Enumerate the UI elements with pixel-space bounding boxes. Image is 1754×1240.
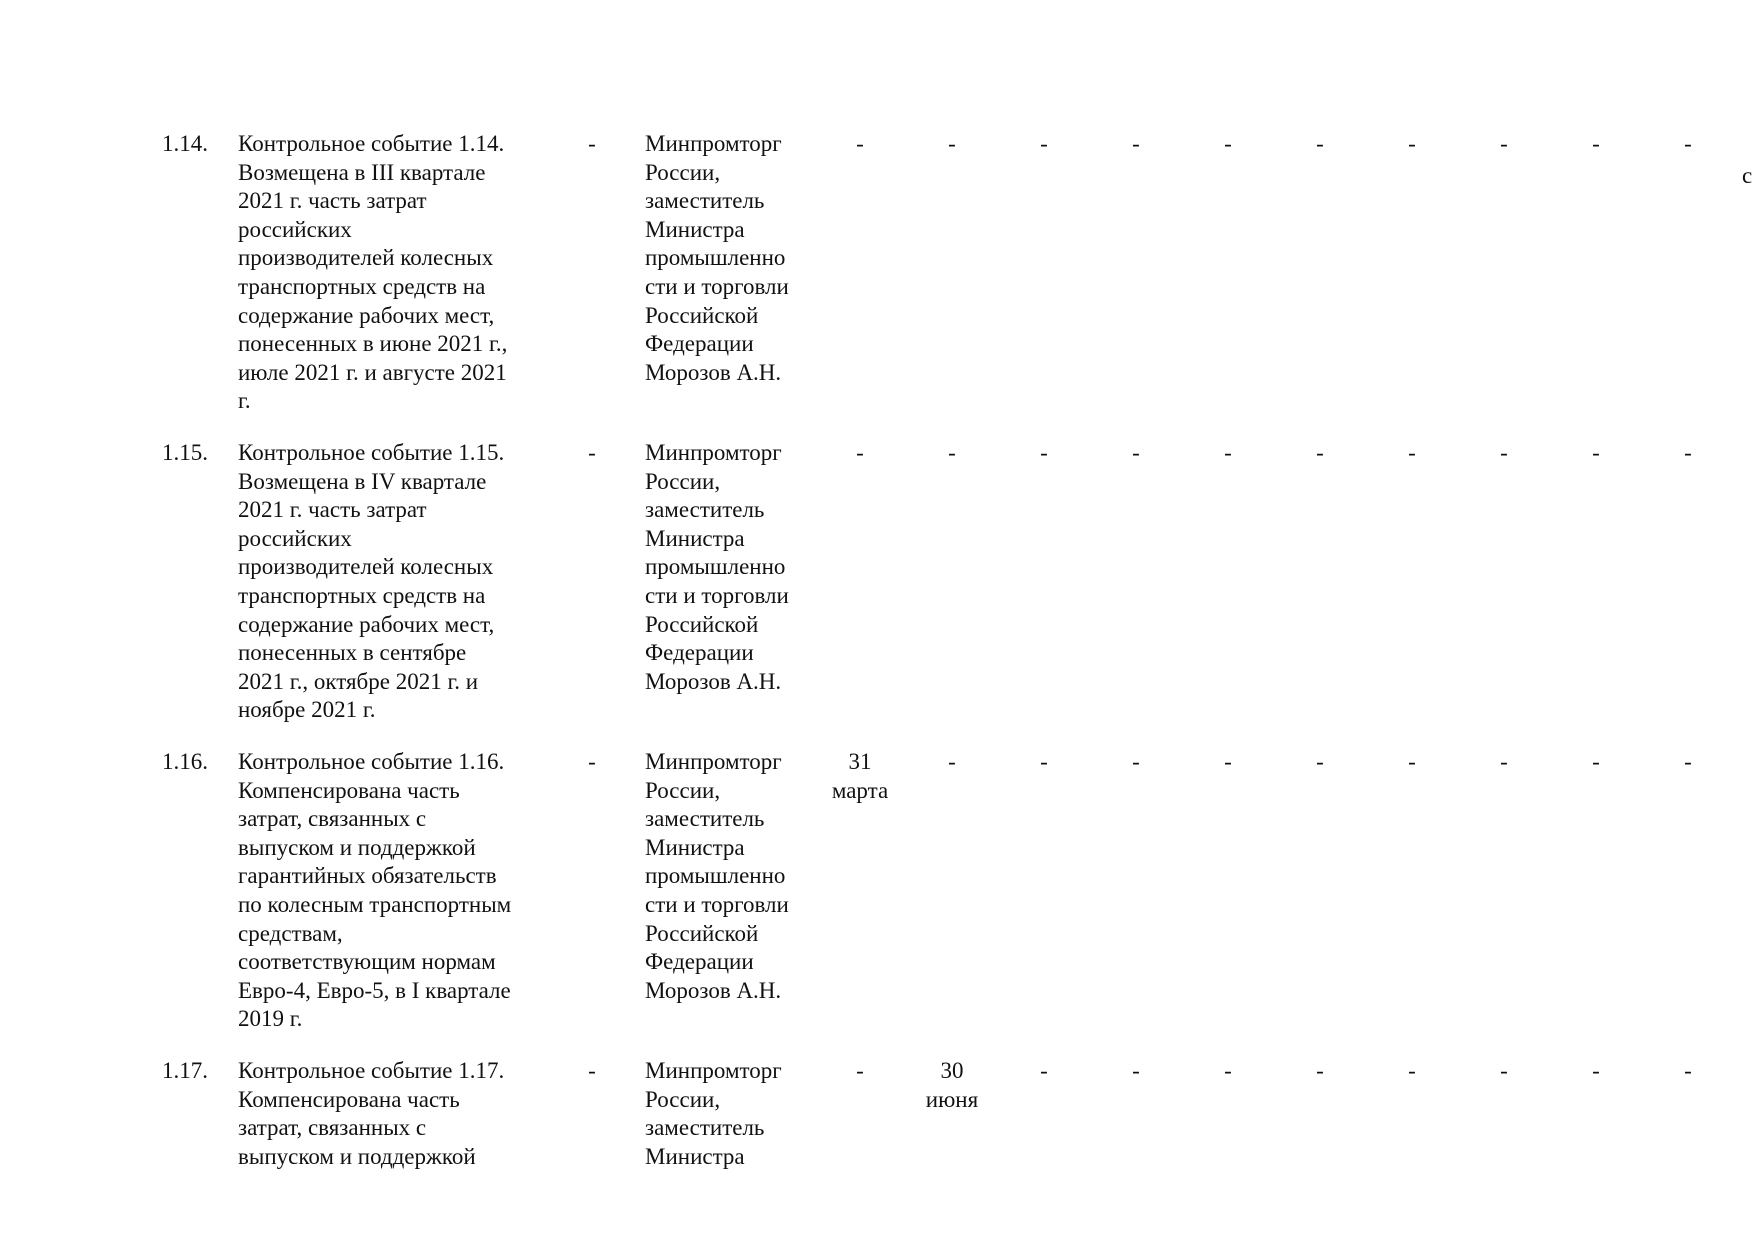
period-value: -: [1592, 749, 1600, 774]
responsible-party: Минпромторг России, заместитель Министра промышленно сти и торговли Российской Федерации Морозов А.Н.: [645, 749, 789, 1003]
period-value: -: [948, 749, 956, 774]
period-value: -: [1500, 749, 1508, 774]
period-value: -: [856, 131, 864, 156]
column-value: -: [588, 749, 596, 774]
event-description: Контрольное событие 1.16. Компенсирована часть затрат, связанных с выпуском и поддержкой гарантийных обязательств по колесным транспортным средствам, соответствующим нормам Евро-4, Евро-5, в I квартале 2019 г.: [238, 749, 512, 1032]
period-value: -: [1592, 440, 1600, 465]
period-value: -: [1408, 440, 1416, 465]
period-value: -: [1500, 1058, 1508, 1083]
row-number: 1.16.: [162, 749, 208, 774]
period-value: -: [1500, 440, 1508, 465]
period-value: -: [1224, 1058, 1232, 1083]
column-value: -: [588, 1058, 596, 1083]
column-value: -: [588, 131, 596, 156]
period-value: -: [856, 1058, 864, 1083]
period-value: -: [1040, 1058, 1048, 1083]
period-value: -: [1684, 749, 1692, 774]
responsible-party: Минпромторг России, заместитель Министра промышленно сти и торговли Российской Федерации Морозов А.Н.: [645, 440, 789, 694]
period-value: -: [1592, 131, 1600, 156]
event-description: Контрольное событие 1.17. Компенсирована часть затрат, связанных с выпуском и поддержкой: [238, 1058, 505, 1169]
clipped-edge-text: с: [1742, 163, 1753, 188]
period-value: -: [1224, 749, 1232, 774]
period-value: -: [1224, 131, 1232, 156]
period-value: -: [1132, 440, 1140, 465]
period-value: -: [1040, 131, 1048, 156]
period-value: -: [1132, 749, 1140, 774]
period-value: 31 марта: [831, 749, 889, 803]
period-value: -: [1132, 1058, 1140, 1083]
period-value: -: [1408, 131, 1416, 156]
period-value: -: [1316, 749, 1324, 774]
event-description: Контрольное событие 1.14. Возмещена в III квартале 2021 г. часть затрат российских производителей колесных транспортных средств на содержание рабочих мест, понесенных в июне 2021 г., июле 2021 г. и августе 2021 г.: [238, 131, 508, 414]
row-number: 1.17.: [162, 1058, 208, 1083]
period-value: -: [1040, 749, 1048, 774]
column-value: -: [588, 440, 596, 465]
period-value: -: [1224, 440, 1232, 465]
period-value: -: [1592, 1058, 1600, 1083]
period-value: -: [1316, 131, 1324, 156]
period-value: -: [1316, 1058, 1324, 1083]
row-number: 1.15.: [162, 440, 208, 465]
period-value: -: [1408, 1058, 1416, 1083]
period-value: -: [1684, 1058, 1692, 1083]
period-value: -: [1040, 440, 1048, 465]
row-number: 1.14.: [162, 131, 208, 156]
period-value: -: [1500, 131, 1508, 156]
period-value: -: [1132, 131, 1140, 156]
period-value: 30 июня: [925, 1058, 979, 1112]
period-value: -: [1684, 440, 1692, 465]
period-value: -: [948, 131, 956, 156]
responsible-party: Минпромторг России, заместитель Министра: [645, 1058, 782, 1169]
responsible-party: Минпромторг России, заместитель Министра промышленно сти и торговли Российской Федерации Морозов А.Н.: [645, 131, 789, 385]
period-value: -: [948, 440, 956, 465]
event-description: Контрольное событие 1.15. Возмещена в IV квартале 2021 г. часть затрат российских производителей колесных транспортных средств на содержание рабочих мест, понесенных в сентябре 2021 г., октябре 2021 г. и ноябре 2021 г.: [238, 440, 505, 723]
period-value: -: [1684, 131, 1692, 156]
period-value: -: [1316, 440, 1324, 465]
period-value: -: [856, 440, 864, 465]
period-value: -: [1408, 749, 1416, 774]
